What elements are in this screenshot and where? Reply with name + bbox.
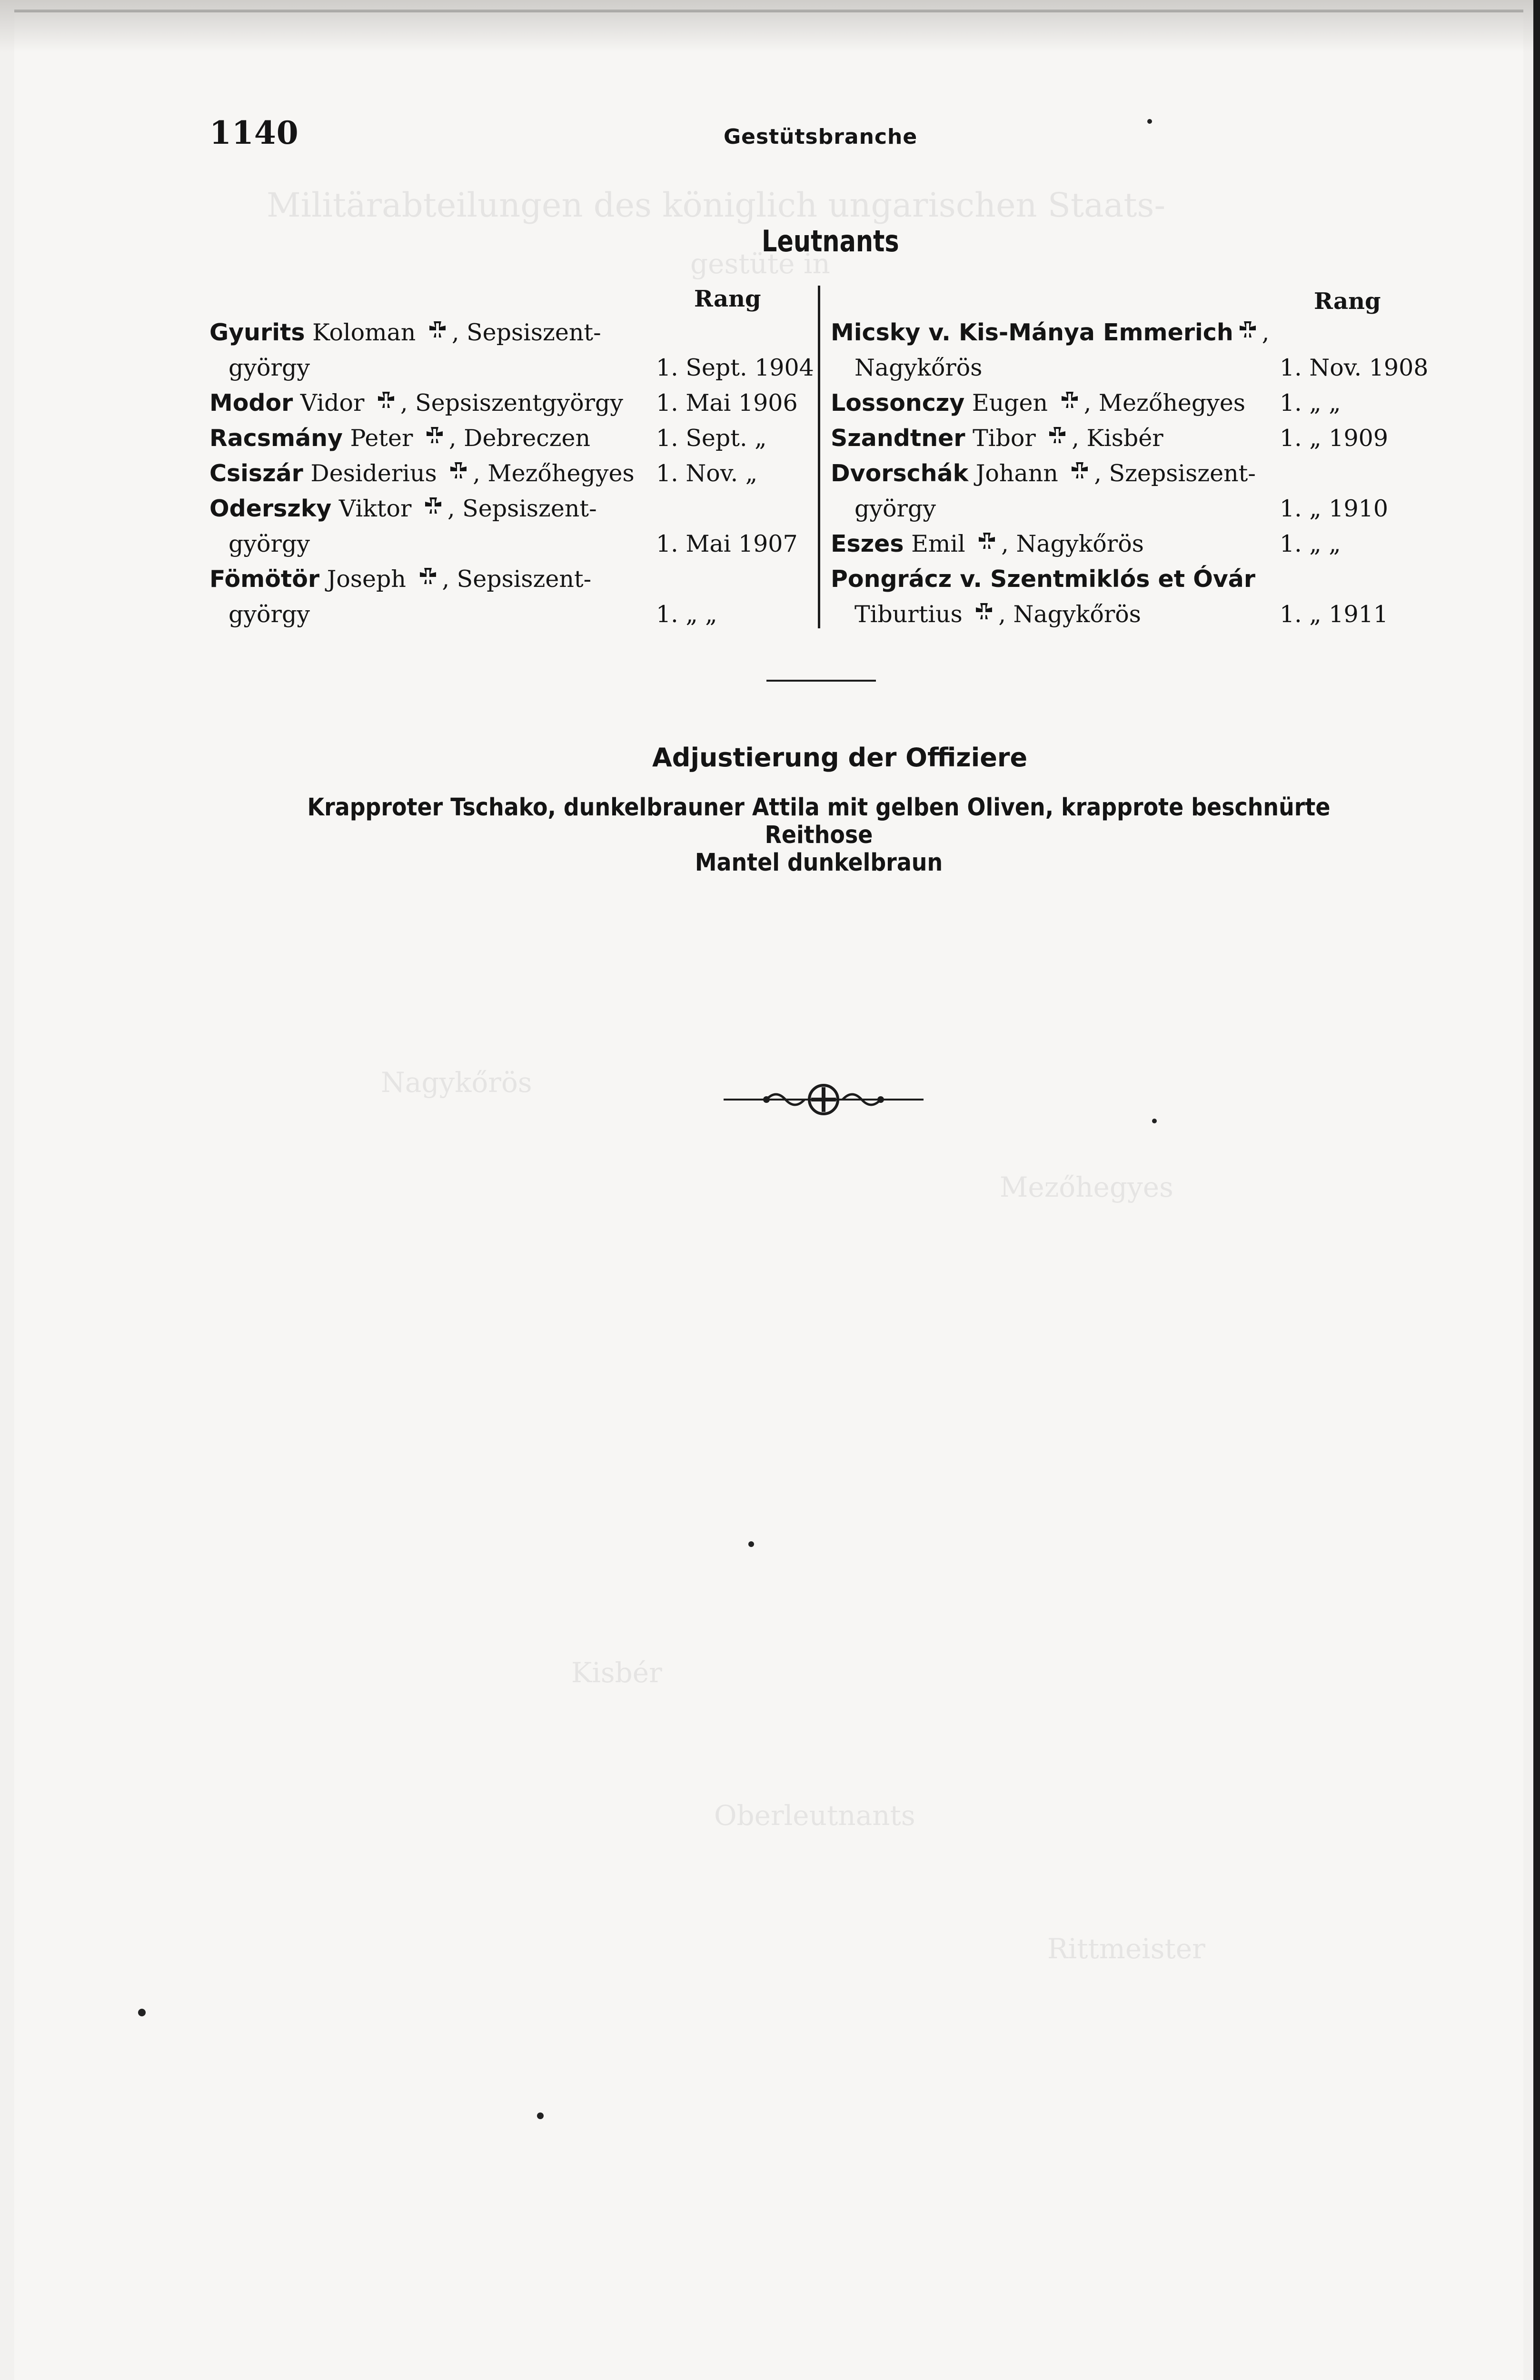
scan-speck [537, 2112, 544, 2119]
adjustierung-line-1: Krapproter Tschako, dunkelbrauner Attila mit gelben Oliven, krapprote beschnürte Reithose [307, 793, 1331, 849]
cross-pattee-icon [1235, 319, 1260, 344]
officer-surname: Lossonczy [831, 389, 965, 416]
stud-location: , Sepsiszent- [442, 565, 592, 593]
entry-line [831, 389, 1245, 416]
officer-given-name: Johann [968, 460, 1066, 487]
officer-given-name: Viktor [331, 495, 419, 522]
entry-line [854, 354, 982, 381]
stud-location: , Nagykőrös [1001, 530, 1144, 557]
adjustierung-line-2: Mantel dunkelbraun [695, 849, 943, 877]
officer-surname: Oderszky [209, 495, 332, 522]
stud-location: , Debreczen [449, 425, 591, 452]
adjustierung-text [270, 794, 1367, 877]
officer-surname: Csiszár [209, 460, 303, 487]
entry-line [854, 495, 936, 522]
stud-location: , Sepsiszent- [451, 319, 601, 346]
entry-line [209, 425, 590, 452]
entry-line [831, 530, 1144, 557]
stud-location: , Sepsiszent- [447, 495, 597, 522]
officer-given-name: Peter [342, 425, 420, 452]
entry-line [854, 601, 1141, 628]
separator-rule [766, 680, 876, 682]
cross-pattee-icon [1045, 425, 1070, 450]
section-title: Leutnants [762, 224, 899, 258]
rank-date: 1. „ 1911 [1280, 601, 1388, 628]
officer-surname: Pongrácz v. Szentmiklós et Óvár [831, 565, 1256, 593]
page-number: 1140 [209, 114, 299, 151]
cross-pattee-icon [422, 425, 447, 450]
cross-pattee-icon [425, 319, 450, 344]
bleed-through-text: Militärabteilungen des königlich ungarischen Staats- [267, 186, 1166, 225]
scan-speck [1152, 1119, 1157, 1123]
officer-surname: Gyurits [209, 319, 305, 346]
entry-line [209, 319, 601, 346]
officer-surname: Racsmány [209, 425, 343, 452]
entry-line [831, 565, 1255, 593]
officer-given-name: Koloman [305, 319, 423, 346]
stud-location: , Mezőhegyes [473, 460, 635, 487]
rank-date: 1. Sept. „ [656, 425, 767, 452]
entry-line [209, 565, 591, 593]
cross-pattee-icon [1057, 390, 1082, 415]
running-head: Gestütsbranche [724, 125, 918, 149]
officer-surname: Dvorschák [831, 460, 969, 487]
entry-line [831, 319, 1269, 346]
entry-line [229, 601, 310, 628]
rank-date: 1. „ „ [1280, 389, 1341, 416]
rank-date: 1. Nov. 1908 [1280, 354, 1429, 381]
stud-location: györgy [229, 354, 310, 381]
rang-heading-right: Rang [1314, 288, 1381, 315]
stud-location: , Nagykőrös [998, 601, 1141, 628]
scan-speck [138, 2009, 146, 2016]
scan-shadow [0, 0, 1540, 52]
stud-location: györgy [229, 601, 310, 628]
bleed-through-text: Nagykőrös [381, 1066, 532, 1099]
stud-location: , [1262, 319, 1270, 346]
officer-given-name: Emil [904, 530, 973, 557]
bleed-through-text: Oberleutnants [714, 1799, 915, 1832]
scan-edge [1533, 0, 1540, 2380]
rank-date: 1. Mai 1906 [656, 389, 798, 416]
stud-location: györgy [854, 495, 936, 522]
entry-line [229, 354, 310, 381]
stud-location: , Kisbér [1072, 425, 1163, 452]
cross-pattee-icon [1067, 460, 1092, 485]
bleed-through-text: gestüte in [690, 248, 830, 280]
officer-given-name: Eugen [964, 389, 1055, 416]
cross-pattee-icon [374, 390, 398, 415]
stud-location: györgy [229, 530, 310, 557]
rank-date: 1. Sept. 1904 [656, 354, 814, 381]
ornament-divider [724, 1081, 924, 1119]
entry-line [831, 425, 1163, 452]
officer-surname: Modor [209, 389, 293, 416]
rank-date: 1. „ 1910 [1280, 495, 1388, 522]
rank-date: 1. „ „ [656, 601, 717, 628]
scan-speck [748, 1541, 754, 1547]
column-divider [818, 286, 820, 628]
scan-speck [1147, 119, 1152, 124]
cross-pattee-icon [421, 496, 446, 520]
cross-pattee-icon [974, 531, 999, 555]
stud-location: , Szepsiszent- [1094, 460, 1256, 487]
entry-line [209, 460, 635, 487]
bleed-through-text: Mezőhegyes [1000, 1171, 1173, 1203]
officer-given-name: Desiderius [303, 460, 445, 487]
officer-surname: Micsky v. Kis-Mánya Emmerich [831, 319, 1233, 346]
rank-date: 1. „ 1909 [1280, 425, 1388, 452]
stud-location: Tiburtius [854, 601, 963, 628]
rang-heading-left: Rang [694, 286, 761, 312]
cross-pattee-icon [972, 601, 996, 626]
stud-location: , Sepsiszentgyörgy [400, 389, 624, 416]
entry-line [831, 460, 1256, 487]
bleed-through-text: Rittmeister [1047, 1933, 1205, 1965]
rank-date: 1. „ „ [1280, 530, 1341, 557]
rank-date: 1. Nov. „ [656, 460, 758, 487]
adjustierung-title: Adjustierung der Offiziere [652, 743, 1028, 773]
entry-line [209, 495, 597, 522]
officer-given-name: Tibor [965, 425, 1043, 452]
officer-given-name: Vidor [293, 389, 372, 416]
stud-location: Nagykőrös [854, 354, 983, 381]
entry-line [229, 530, 310, 557]
stud-location: , Mezőhegyes [1083, 389, 1246, 416]
cross-pattee-icon [416, 566, 440, 591]
rank-date: 1. Mai 1907 [656, 530, 798, 557]
entry-line [209, 389, 623, 416]
officer-surname: Szandtner [831, 425, 965, 452]
bleed-through-text: Kisbér [571, 1656, 662, 1689]
officer-surname: Eszes [831, 530, 904, 557]
officer-surname: Fömötör [209, 565, 320, 593]
cross-pattee-icon [446, 460, 471, 485]
officer-given-name: Joseph [319, 565, 414, 593]
